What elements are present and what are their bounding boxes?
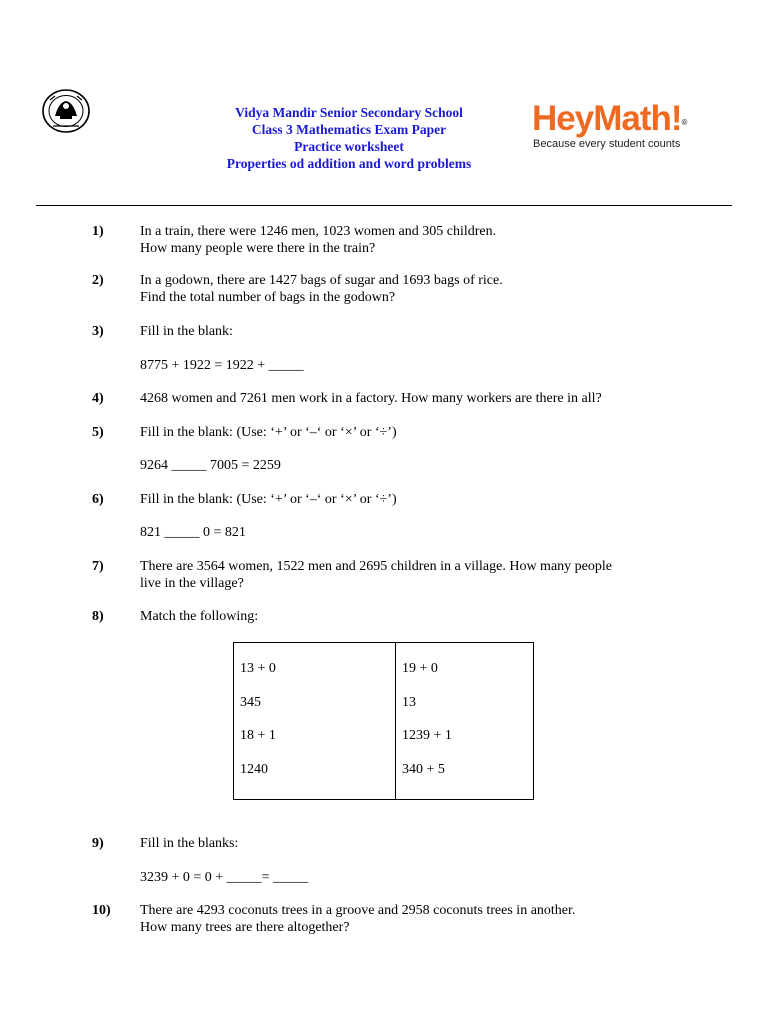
school-emblem-icon <box>41 88 91 134</box>
question-number: 10) <box>92 903 111 918</box>
match-right-item: 19 + 0 <box>402 661 438 676</box>
question-text: Fill in the blank: <box>140 324 233 339</box>
question-number: 1) <box>92 224 104 239</box>
heymath-logo: HeyMath!® Because every student counts <box>532 100 702 150</box>
question-text: In a train, there were 1246 men, 1023 women and 305 children. <box>140 224 497 239</box>
worksheet-kind: Practice worksheet <box>294 139 404 154</box>
question-text: There are 3564 women, 1522 men and 2695 children in a village. How many people <box>140 559 612 574</box>
question-number: 3) <box>92 324 104 339</box>
exam-title: Class 3 Mathematics Exam Paper <box>251 122 447 137</box>
question-text: Fill in the blank: (Use: ‘+’ or ‘–‘ or ‘×’ or ‘÷’) <box>140 492 397 507</box>
match-right-item: 13 <box>402 695 416 710</box>
question-text: Match the following: <box>140 609 259 624</box>
match-table-divider <box>395 643 396 799</box>
header-divider <box>36 205 732 206</box>
question-number: 8) <box>92 609 104 624</box>
question-number: 7) <box>92 559 104 574</box>
question-text: 4268 women and 7261 men work in a factory. How many workers are there in all? <box>140 391 602 406</box>
logo-tagline: Because every student counts <box>533 138 681 150</box>
school-name: Vidya Mandir Senior Secondary School <box>235 105 463 120</box>
question-9-equation: 3239 + 0 = 0 + _____= _____ <box>140 870 309 885</box>
question-text: There are 4293 coconuts trees in a groove and 2958 coconuts trees in another. <box>140 903 576 918</box>
match-left-item: 1240 <box>240 762 268 777</box>
question-text: Fill in the blanks: <box>140 836 239 851</box>
question-text: live in the village? <box>140 576 244 591</box>
question-text: How many people were there in the train? <box>140 241 376 256</box>
question-text: How many trees are there altogether? <box>140 920 350 935</box>
question-text: Find the total number of bags in the godown? <box>140 290 396 305</box>
question-text: Fill in the blank: (Use: ‘+’ or ‘–‘ or ‘×’ or ‘÷’) <box>140 425 397 440</box>
question-number: 4) <box>92 391 104 406</box>
worksheet-header <box>190 104 508 172</box>
question-6-equation: 821 _____ 0 = 821 <box>140 525 246 540</box>
match-left-item: 345 <box>240 695 261 710</box>
match-right-item: 340 + 5 <box>402 762 445 777</box>
question-number: 5) <box>92 425 104 440</box>
match-left-item: 18 + 1 <box>240 728 276 743</box>
match-right-item: 1239 + 1 <box>402 728 452 743</box>
match-table <box>233 642 534 800</box>
question-number: 9) <box>92 836 104 851</box>
question-number: 2) <box>92 273 104 288</box>
worksheet-topic: Properties od addition and word problems <box>226 156 472 171</box>
question-number: 6) <box>92 492 104 507</box>
question-text: In a godown, there are 1427 bags of sugar and 1693 bags of rice. <box>140 273 503 288</box>
question-3-equation: 8775 + 1922 = 1922 + _____ <box>140 358 304 373</box>
question-5-equation: 9264 _____ 7005 = 2259 <box>140 458 281 473</box>
match-left-item: 13 + 0 <box>240 661 276 676</box>
